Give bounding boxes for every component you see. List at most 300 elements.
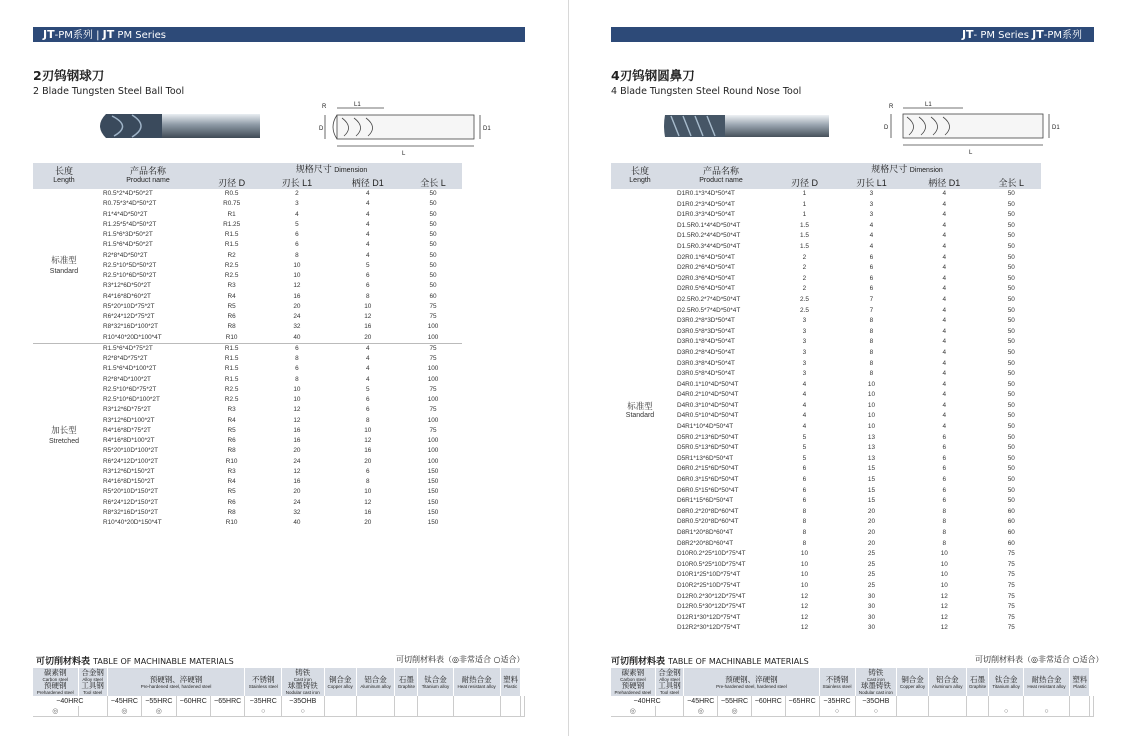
l1-cell: 30	[867, 613, 875, 621]
d-cell: R6	[227, 313, 236, 320]
spec-table	[611, 163, 1041, 634]
d-cell: 2	[802, 264, 807, 272]
d-cell: 1	[802, 200, 807, 208]
table-row	[611, 549, 1041, 560]
material-name-en-tool: Tool steel	[83, 690, 103, 695]
d1-cell: 6	[942, 465, 947, 473]
table-row	[611, 411, 1041, 422]
d1-cell: 6	[942, 497, 947, 505]
d1-cell: 4	[942, 423, 947, 431]
material-name-nodular: 球墨铸铁	[287, 681, 318, 690]
d-cell: 5	[802, 433, 807, 441]
svg-text:D1: D1	[1052, 125, 1060, 131]
hardness-cell: ~45HRC	[684, 696, 718, 706]
hardness-empty-cell	[1090, 696, 1094, 706]
materials-title: 可切削材料表 TABLE OF MACHINABLE MATERIALS	[36, 657, 234, 667]
d1-cell: 10	[364, 488, 372, 496]
material-name-plastic: 塑料	[1072, 674, 1088, 684]
d1-cell: 4	[942, 242, 947, 250]
l1-cell: 40	[293, 333, 301, 341]
d-cell: 2.5	[800, 306, 809, 314]
material-header-graphite	[966, 668, 989, 696]
table-row	[611, 242, 1041, 253]
table-row	[611, 475, 1041, 486]
hardness-empty-cell	[1070, 696, 1090, 706]
l1-cell: 8	[869, 359, 874, 367]
product-name-cell: D10R1*25*10D*75*4T	[677, 571, 741, 579]
table-row	[611, 539, 1041, 550]
material-header-hardened	[684, 668, 819, 696]
group-label	[611, 189, 669, 634]
d1-cell: 6	[366, 282, 370, 290]
product-name-cell: D12R0.2*30*12D*75*4T	[677, 592, 746, 600]
hardness-empty-cell	[453, 696, 500, 706]
svg-text:L: L	[402, 151, 406, 157]
d-cell: R8	[227, 323, 236, 331]
table-row	[611, 189, 1041, 200]
product-name-cell: R8*32*16D*150*2T	[103, 508, 159, 516]
materials-header-row	[33, 668, 525, 696]
l-cell: 50	[1007, 423, 1015, 431]
material-header-carbon	[33, 668, 78, 696]
table-row	[33, 240, 462, 250]
d1-cell: 4	[942, 211, 947, 219]
d-cell: 4	[802, 412, 807, 420]
hardness-empty-cell	[324, 696, 356, 706]
l-cell: 60	[1007, 539, 1015, 547]
material-name-en-prehard: Prehardened steel	[36, 690, 74, 695]
l-cell: 150	[427, 498, 439, 506]
table-row	[611, 454, 1041, 465]
d1-cell: 4	[942, 253, 947, 261]
table-row	[33, 436, 462, 446]
d1-cell: 5	[366, 385, 370, 393]
d1-cell: 6	[366, 396, 370, 403]
material-name-copper: 铜合金	[328, 674, 352, 684]
table-row	[33, 189, 462, 199]
d-cell: 10	[800, 581, 809, 589]
d-cell: 2	[802, 285, 807, 293]
table-row	[611, 560, 1041, 571]
round-nose-dimension-drawing	[884, 102, 1060, 156]
d1-cell: 8	[366, 416, 370, 424]
d-cell: R1.5	[201, 343, 262, 354]
table-row	[33, 251, 462, 261]
suitability-mark	[1090, 706, 1094, 717]
d1-cell: 4	[366, 210, 370, 218]
l1-cell: 10	[293, 385, 301, 393]
table-row	[33, 312, 462, 322]
l1-cell: 10	[867, 412, 875, 420]
l1-cell: 4	[295, 210, 299, 218]
d-cell: 1.5	[800, 221, 809, 229]
d1-cell: 10	[940, 560, 948, 568]
table-row	[33, 292, 462, 302]
table-row	[611, 337, 1041, 348]
d1-cell: 10	[940, 581, 948, 589]
product-name-cell: R1.5*6*4D*75*2T	[95, 343, 201, 354]
table-row	[33, 220, 462, 230]
l-cell: 75	[1007, 624, 1015, 632]
product-name-cell: R2.5*10*5D*50*2T	[103, 261, 157, 269]
table-row	[611, 401, 1041, 412]
d1-cell: 4	[942, 391, 947, 399]
product-name-cell: D12R2*30*12D*75*4T	[677, 624, 741, 632]
material-header-aluminum	[928, 668, 966, 696]
l1-cell: 8	[295, 375, 299, 383]
d1-cell: 12	[940, 613, 948, 621]
l1-cell: 8	[869, 348, 874, 356]
l1-cell: 6	[262, 343, 331, 354]
d1-cell: 4	[942, 317, 947, 325]
l1-cell: 20	[867, 507, 875, 515]
materials-legend: 可切削材料表（◎非常适合 ○适合）	[396, 655, 525, 664]
l1-cell: 8	[295, 251, 299, 259]
l-cell: 50	[1007, 359, 1015, 367]
l-cell: 100	[427, 375, 439, 383]
d1-cell: 20	[364, 519, 372, 526]
d-cell: R5	[227, 426, 236, 434]
l-cell: 50	[429, 210, 437, 218]
d-cell: 2.5	[800, 295, 809, 303]
group-label-cn: 标准型	[51, 254, 77, 265]
d-cell: R10	[225, 333, 238, 341]
product-name-cell: R0.75*3*4D*50*2T	[103, 200, 157, 208]
d1-cell: 4	[942, 348, 947, 356]
material-header-heat	[453, 668, 500, 696]
col-length-header: 长度 Length	[611, 163, 669, 189]
svg-text:D: D	[884, 125, 889, 131]
d1-cell: 4	[942, 295, 947, 303]
l-cell: 50	[1007, 327, 1015, 335]
table-row	[611, 528, 1041, 539]
d-cell: R2	[227, 251, 236, 259]
group-label-cn: 标准型	[627, 400, 653, 411]
l1-cell: 30	[867, 624, 875, 632]
product-name-cell: R8*32*16D*100*2T	[103, 323, 159, 331]
l-cell: 50	[1007, 433, 1015, 441]
product-name-cell: R3*12*6D*100*2T	[103, 416, 155, 424]
table-row	[33, 281, 462, 291]
hardness-empty-cell	[521, 696, 525, 706]
product-title-en: 4 Blade Tungsten Steel Round Nose Tool	[611, 86, 802, 97]
material-name-en-copper: Copper alloy	[327, 683, 353, 689]
l-cell: 50	[1007, 306, 1015, 314]
table-row	[611, 496, 1041, 507]
table-row	[611, 200, 1041, 211]
group-label	[33, 189, 95, 343]
l-cell: 50	[1007, 348, 1015, 356]
l-cell: 60	[1007, 507, 1015, 515]
d1-cell: 8	[366, 292, 370, 300]
group-label-en: Stretched	[49, 438, 79, 445]
d-cell: R2.5	[224, 261, 239, 269]
product-title-cn: 4刃钨钢圆鼻刀	[611, 68, 695, 83]
group-label-en: Standard	[49, 267, 79, 275]
table-row	[33, 375, 462, 385]
d-cell: R1	[227, 210, 236, 218]
l1-cell: 20	[293, 447, 301, 455]
d-cell: R1.5	[224, 365, 239, 373]
l1-cell: 25	[867, 560, 875, 568]
material-header-carbon	[611, 668, 655, 696]
product-name-cell: D3R0.2*8*4D*50*4T	[677, 348, 735, 356]
hardness-empty-cell	[928, 696, 966, 706]
material-name-alloy: 合金钢	[658, 668, 681, 677]
d-cell: R8	[227, 447, 236, 455]
product-name-cell: R2*8*4D*100*2T	[103, 375, 151, 383]
d1-cell: 12	[364, 437, 372, 444]
l-cell: 60	[1007, 529, 1015, 536]
l-cell: 50	[1007, 200, 1015, 208]
product-name-cell: D3R0.2*8*3D*50*4T	[677, 317, 735, 325]
l-cell: 100	[427, 365, 439, 373]
table-row	[611, 263, 1041, 274]
l-cell: 150	[427, 508, 439, 516]
hardness-cell: ~55HRC	[718, 696, 752, 706]
l1-cell: 8	[295, 355, 299, 362]
l-cell: 50	[1007, 190, 1015, 197]
d1-cell: 20	[364, 457, 372, 465]
l-cell: 50	[1007, 380, 1015, 388]
material-header-alloy	[78, 668, 107, 696]
svg-text:R: R	[889, 104, 894, 110]
product-name-cell: D8R2*20*8D*60*4T	[677, 539, 734, 547]
l-cell: 75	[429, 406, 437, 414]
product-name-cell: D2R0.1*6*4D*50*4T	[677, 253, 735, 261]
round-nose-shank-shape	[725, 115, 829, 137]
materials-hardness-row	[611, 696, 1094, 706]
l1-cell: 15	[867, 486, 875, 494]
product-name-cell: R2*8*4D*75*2T	[103, 355, 148, 362]
d-cell: R3	[227, 406, 236, 414]
dimension-header: 规格尺寸 Dimension	[201, 163, 462, 177]
product-name-cell: R6*24*12D*100*2T	[103, 457, 159, 465]
material-name-en-castiron: Cast iron	[866, 677, 885, 682]
d1-cell: 4	[366, 375, 370, 383]
d1-cell: 6	[942, 444, 947, 452]
suitability-mark	[1070, 706, 1090, 717]
ball-tool-shank-shape	[162, 114, 260, 138]
d1-cell: 4	[366, 365, 370, 373]
d-cell: 8	[802, 529, 807, 536]
l1-cell: 24	[293, 498, 301, 506]
product-name-cell: D4R1*10*4D*50*4T	[677, 423, 734, 431]
material-header-plastic	[1070, 668, 1090, 696]
table-row	[33, 518, 462, 528]
table-row	[33, 302, 462, 312]
l1-cell: 10	[293, 261, 301, 269]
l-cell: 50	[429, 231, 437, 238]
round-nose-tool-illustration	[663, 100, 1063, 158]
l-cell: 50	[429, 282, 437, 290]
l1-cell: 30	[867, 603, 875, 611]
product-name-cell: R2*8*4D*50*2T	[103, 251, 148, 259]
l1-cell: 12	[293, 282, 301, 290]
l-cell: 50	[1007, 285, 1015, 293]
d-cell: 8	[802, 507, 807, 515]
d-cell: R1.5	[224, 231, 239, 238]
product-name-cell: R1.25*5*4D*50*2T	[103, 220, 157, 228]
l-cell: 50	[1007, 274, 1015, 282]
d-cell: 6	[802, 465, 807, 473]
l1-cell: 20	[867, 539, 875, 547]
l-cell: 50	[429, 272, 437, 279]
d1-cell: 10	[940, 571, 948, 579]
product-name-cell: D1.5R0.1*4*4D*50*4T	[677, 221, 741, 229]
suitability-mark: ◎	[142, 706, 176, 717]
l-cell: 50	[429, 190, 437, 197]
material-header-stainless	[819, 668, 855, 696]
l-cell: 75	[429, 385, 437, 393]
hardness-cell: ~40HRC	[33, 696, 107, 706]
l1-cell: 12	[293, 406, 301, 414]
d1-cell: 4	[942, 401, 947, 409]
l-cell: 50	[429, 220, 437, 228]
material-header-castiron	[855, 668, 897, 696]
l1-cell: 10	[867, 380, 875, 388]
table-row	[611, 316, 1041, 327]
l1-cell: 20	[867, 529, 875, 536]
materials-header-row	[611, 668, 1094, 696]
table-row	[611, 613, 1041, 624]
material-name-en-hardened: Pre-hardened steel, hardened steel	[716, 683, 787, 689]
l-cell: 75	[1007, 581, 1015, 589]
table-row	[611, 348, 1041, 359]
material-name-en-carbon: Carbon steel	[42, 677, 68, 682]
d1-cell: 4	[942, 380, 947, 388]
col-l-header: 全长 L	[982, 177, 1041, 189]
table-row	[611, 359, 1041, 370]
d-cell: R8	[227, 508, 236, 516]
product-name-cell: D5R1*13*6D*50*4T	[677, 454, 734, 462]
product-name-cell: D10R0.2*25*10D*75*4T	[677, 550, 746, 558]
material-name-hardened: 预硬钢、淬硬钢	[725, 674, 778, 684]
d1-cell: 4	[366, 355, 370, 362]
d1-cell: 4	[366, 241, 370, 249]
table-row	[611, 464, 1041, 475]
d-cell: 4	[802, 380, 807, 388]
hardness-empty-cell	[395, 696, 418, 706]
hardness-cell: ~65HRC	[210, 696, 244, 706]
table-row	[611, 570, 1041, 581]
d1-cell: 4	[942, 264, 947, 272]
svg-text:D1: D1	[483, 126, 491, 132]
table-row	[611, 623, 1041, 634]
product-name-cell: D1.5R0.3*4*4D*50*4T	[677, 242, 741, 250]
l1-cell: 8	[869, 327, 874, 335]
material-name-plastic: 塑料	[503, 674, 519, 684]
spec-table	[33, 163, 462, 528]
l-cell: 50	[1007, 253, 1015, 261]
l1-cell: 8	[869, 370, 874, 378]
d1-cell: 10	[364, 302, 372, 310]
col-l1-header: 刃长 L1	[836, 177, 907, 189]
product-name-cell: D2R0.2*6*4D*50*4T	[677, 264, 735, 272]
suitability-mark	[655, 706, 684, 717]
product-name-cell: R10*40*20D*100*4T	[103, 333, 162, 341]
table-row	[611, 274, 1041, 285]
d-cell: 4	[802, 401, 807, 409]
l1-cell: 6	[295, 231, 299, 238]
d1-cell: 4	[366, 200, 370, 208]
l1-cell: 3	[869, 200, 874, 208]
svg-text:L: L	[969, 150, 973, 156]
materials-table	[33, 668, 525, 717]
l-cell: 75	[1007, 550, 1015, 558]
col-l1-header: 刃长 L1	[262, 177, 331, 189]
hardness-empty-cell	[1023, 696, 1069, 706]
d-cell: 1.5	[800, 242, 809, 250]
hardness-empty-cell	[500, 696, 521, 706]
d-cell: R2.5	[224, 272, 239, 279]
table-row	[33, 333, 462, 344]
d1-cell: 12	[940, 624, 948, 632]
d-cell: 4	[802, 423, 807, 431]
d-cell: 8	[802, 539, 807, 547]
material-name-en-aluminum: Aluminum alloy	[932, 683, 963, 689]
materials-title: 可切削材料表 TABLE OF MACHINABLE MATERIALS	[611, 657, 809, 667]
l-cell: 75	[1007, 560, 1015, 568]
product-name-cell: R4*16*8D*100*2T	[103, 437, 155, 444]
material-name-castiron: 铸铁	[295, 668, 311, 677]
product-name-cell: R1.5*6*3D*50*2T	[103, 231, 153, 238]
material-name-tool: 工具钢	[81, 681, 104, 690]
material-name-aluminum: 铝合金	[936, 674, 959, 684]
l1-cell: 16	[293, 478, 301, 485]
d-cell: 8	[802, 518, 807, 526]
table-row	[33, 385, 462, 395]
suitability-mark	[78, 706, 107, 717]
d-cell: 6	[802, 476, 807, 484]
table-row	[33, 508, 462, 518]
l-cell: 75	[1007, 603, 1015, 611]
suitability-mark	[966, 706, 989, 717]
l-cell: 75	[429, 302, 437, 310]
d1-cell: 8	[942, 507, 947, 515]
table-row	[33, 416, 462, 426]
table-row	[611, 210, 1041, 221]
l-cell: 50	[1007, 486, 1015, 494]
l-cell: 50	[1007, 454, 1015, 462]
product-name-cell: D10R0.5*25*10D*75*4T	[677, 560, 746, 568]
l1-cell: 25	[867, 550, 875, 558]
d1-cell: 4	[366, 231, 370, 238]
group-label-cn: 加长型	[51, 425, 77, 435]
suitability-mark	[395, 706, 418, 717]
table-row	[611, 581, 1041, 592]
d1-cell: 10	[940, 550, 948, 558]
dimension-header: 规格尺寸 Dimension	[773, 163, 1041, 177]
svg-text:D: D	[319, 126, 324, 132]
d-cell: 5	[802, 454, 807, 462]
l1-cell: 3	[869, 190, 874, 197]
d1-cell: 4	[942, 200, 947, 208]
d-cell: 12	[800, 624, 809, 632]
product-name-cell: D6R0.3*15*6D*50*4T	[677, 476, 739, 484]
product-name-cell: D12R0.5*30*12D*75*4T	[677, 603, 746, 611]
table-row	[611, 390, 1041, 401]
hardness-empty-cell	[989, 696, 1023, 706]
table-row	[611, 380, 1041, 391]
l-cell: 150	[427, 519, 439, 526]
product-name-cell: D4R0.2*10*4D*50*4T	[677, 391, 739, 399]
product-name-cell: D3R0.5*8*4D*50*4T	[677, 370, 735, 378]
d-cell: R5	[227, 302, 236, 310]
table-row	[33, 199, 462, 209]
product-name-cell: D6R0.5*15*6D*50*4T	[677, 486, 739, 494]
l-cell: 50	[1007, 465, 1015, 473]
